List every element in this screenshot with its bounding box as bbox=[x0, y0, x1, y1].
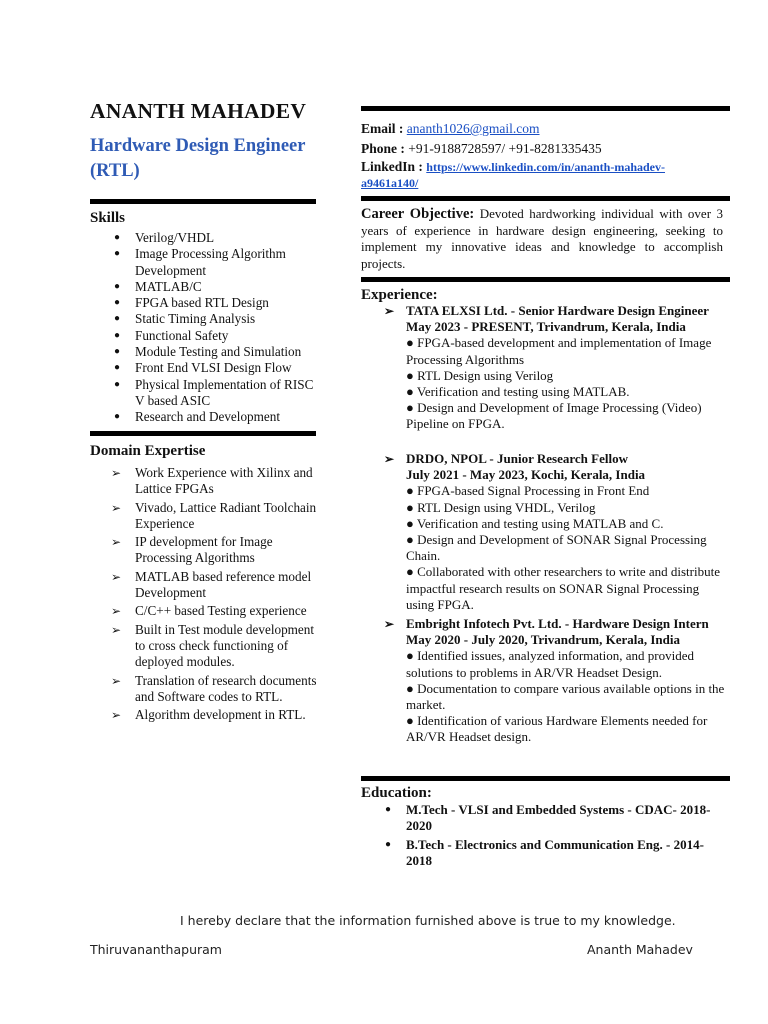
arrow-bullet-icon: ➢ bbox=[384, 617, 395, 631]
signature: Ananth Mahadev bbox=[587, 942, 693, 957]
bullet-icon: ● bbox=[114, 280, 121, 292]
list-item-text: C/C++ based Testing experience bbox=[135, 603, 307, 619]
list-item-text: Module Testing and Simulation bbox=[135, 344, 302, 360]
job-responsibility: ● Verification and testing using MATLAB and C. bbox=[406, 515, 664, 531]
list-item-text: Built in Test module development to cross check functioning of deployed modules. bbox=[135, 621, 315, 670]
place: Thiruvananthapuram bbox=[90, 942, 222, 957]
job-responsibility: ● Design and Development of SONAR Signal Processing Chain. bbox=[406, 532, 707, 564]
list-item-text: Functional Safety bbox=[135, 327, 229, 343]
email-link[interactable]: ananth1026@gmail.com bbox=[406, 121, 540, 136]
list-item bbox=[90, 534, 322, 567]
list-item-text: Research and Development bbox=[135, 409, 281, 425]
list-item bbox=[90, 603, 322, 619]
bullet-icon: ● bbox=[114, 329, 121, 341]
list-item-text: Work Experience with Xilinx and Lattice FPGAs bbox=[135, 465, 313, 497]
list-item bbox=[90, 311, 318, 327]
bullet-icon: ● bbox=[114, 362, 121, 374]
linkedin-link[interactable]: https://www.linkedin.com/in/ananth-mahadev-a9461a140/ bbox=[361, 160, 665, 190]
list-item-text: Verilog/VHDL bbox=[135, 230, 215, 245]
bullet-icon: ● bbox=[114, 346, 121, 358]
list-item-text: IP development for Image Processing Algorithms bbox=[135, 534, 273, 566]
divider bbox=[90, 199, 316, 204]
list-item bbox=[90, 295, 318, 311]
experience-item bbox=[361, 303, 726, 433]
list-item-text: FPGA based RTL Design bbox=[135, 295, 269, 311]
job-title-text: TATA ELXSI Ltd. - Senior Hardware Design Engineer bbox=[406, 303, 709, 318]
email-label: Email : bbox=[361, 121, 404, 136]
list-item-text: Vivado, Lattice Radiant Toolchain Experience bbox=[135, 499, 317, 531]
divider bbox=[361, 776, 730, 781]
list-item bbox=[361, 837, 721, 870]
experience-item bbox=[361, 616, 726, 746]
list-item bbox=[90, 328, 318, 344]
arrow-bullet-icon: ➢ bbox=[111, 569, 122, 584]
list-item bbox=[90, 569, 322, 602]
list-item bbox=[90, 673, 322, 706]
experience-item bbox=[361, 451, 726, 613]
list-item-text: Image Processing Algorithm Development bbox=[135, 246, 286, 278]
job-responsibility: ● Collaborated with other researchers to write and distribute impactful research results on SONAR Signal Processing using FPGA. bbox=[406, 564, 720, 612]
arrow-bullet-icon: ➢ bbox=[384, 304, 395, 318]
job-date-location: May 2020 - July 2020, Trivandrum, Kerala, India bbox=[406, 632, 680, 648]
phone-label: Phone : bbox=[361, 141, 405, 156]
career-objective bbox=[361, 206, 723, 272]
phone-number: +91-9188728597/ +91-8281335435 bbox=[408, 141, 602, 156]
job-title bbox=[361, 451, 726, 467]
list-item-text: Translation of research documents and Software codes to RTL. bbox=[135, 672, 317, 704]
list-item-text: Front End VLSI Design Flow bbox=[135, 360, 292, 376]
list-item-text: MATLAB/C bbox=[135, 278, 202, 294]
divider bbox=[361, 106, 730, 111]
job-responsibility: ● Verification and testing using MATLAB. bbox=[406, 384, 630, 400]
bullet-icon: ● bbox=[114, 248, 121, 260]
arrow-bullet-icon: ➢ bbox=[384, 452, 395, 466]
list-item bbox=[90, 246, 318, 279]
education-list bbox=[361, 802, 721, 871]
bullet-icon: ● bbox=[385, 804, 392, 815]
linkedin-line bbox=[361, 159, 701, 191]
job-title bbox=[361, 616, 726, 632]
education-title: Education: bbox=[361, 785, 432, 801]
job-title bbox=[361, 303, 726, 319]
divider bbox=[361, 277, 730, 282]
domain-expertise-list bbox=[90, 465, 322, 725]
arrow-bullet-icon: ➢ bbox=[111, 604, 122, 619]
arrow-bullet-icon: ➢ bbox=[111, 622, 122, 637]
arrow-bullet-icon: ➢ bbox=[111, 500, 122, 515]
list-item bbox=[90, 344, 318, 360]
skills-list bbox=[90, 230, 318, 426]
bullet-icon: ● bbox=[114, 232, 121, 243]
job-responsibility: ● FPGA-based Signal Processing in Front End bbox=[406, 483, 650, 499]
divider bbox=[90, 431, 316, 436]
declaration: I hereby declare that the information furnished above is true to my knowledge. bbox=[180, 913, 676, 928]
job-responsibility: ● RTL Design using VHDL, Verilog bbox=[406, 499, 596, 515]
arrow-bullet-icon: ➢ bbox=[111, 673, 122, 688]
job-responsibility: ● RTL Design using Verilog bbox=[406, 367, 554, 383]
job-date-location: May 2023 - PRESENT, Trivandrum, Kerala, India bbox=[406, 319, 686, 335]
list-item bbox=[90, 377, 318, 410]
list-item bbox=[361, 802, 721, 835]
bullet-icon: ● bbox=[114, 411, 121, 423]
list-item-text: Physical Implementation of RISC V based ASIC bbox=[135, 376, 314, 408]
experience-title: Experience: bbox=[361, 287, 438, 303]
domain-expertise-title: Domain Expertise bbox=[90, 443, 206, 459]
job-title-text: DRDO, NPOL - Junior Research Fellow bbox=[406, 451, 628, 466]
arrow-bullet-icon: ➢ bbox=[111, 535, 122, 550]
job-responsibility: ● FPGA-based development and implementation of Image Processing Algorithms bbox=[406, 335, 712, 367]
bullet-icon: ● bbox=[114, 297, 121, 309]
phone-line bbox=[361, 141, 602, 157]
arrow-bullet-icon: ➢ bbox=[111, 708, 122, 723]
job-date-location: July 2021 - May 2023, Kochi, Kerala, India bbox=[406, 467, 646, 483]
job-responsibility: ● Design and Development of Image Processing (Video) Pipeline on FPGA. bbox=[406, 400, 702, 432]
list-item bbox=[90, 360, 318, 376]
bullet-icon: ● bbox=[114, 378, 121, 390]
list-item bbox=[90, 279, 318, 295]
list-item bbox=[90, 500, 322, 533]
list-item-text: MATLAB based reference model Development bbox=[135, 568, 312, 601]
list-item bbox=[90, 465, 322, 498]
bullet-icon: ● bbox=[385, 838, 392, 850]
list-item bbox=[90, 409, 318, 425]
skills-title: Skills bbox=[90, 210, 126, 226]
job-responsibility: ● Identification of various Hardware Elements needed for AR/VR Headset design. bbox=[406, 713, 708, 745]
list-item bbox=[90, 707, 322, 723]
job-role: Hardware Design Engineer (RTL) bbox=[90, 136, 306, 181]
list-item bbox=[90, 230, 318, 246]
career-objective-text: Devoted hardworking individual with over 3 years of experience in hardware design engineering, seeking to implement my innovative ideas and knowledge to accomplish projects. bbox=[361, 206, 723, 271]
job-responsibility: ● Identified issues, analyzed information, and provided solutions to problems in AR/VR Headset Design. bbox=[406, 648, 694, 680]
list-item bbox=[90, 622, 322, 671]
bullet-icon: ● bbox=[114, 313, 121, 325]
list-item-text: M.Tech - VLSI and Embedded Systems - CDAC- 2018-2020 bbox=[406, 802, 711, 834]
career-objective-label: Career Objective: bbox=[361, 206, 475, 222]
email-line bbox=[361, 121, 540, 137]
list-item-text: Algorithm development in RTL. bbox=[135, 707, 306, 723]
arrow-bullet-icon: ➢ bbox=[111, 466, 122, 480]
linkedin-label: LinkedIn : bbox=[361, 159, 423, 174]
divider bbox=[361, 196, 730, 201]
list-item-text: B.Tech - Electronics and Communication Eng. - 2014- 2018 bbox=[406, 836, 704, 868]
list-item-text: Static Timing Analysis bbox=[135, 311, 256, 327]
job-responsibility: ● Documentation to compare various available options in the market. bbox=[406, 680, 725, 713]
job-title-text: Embright Infotech Pvt. Ltd. - Hardware Design Intern bbox=[406, 616, 709, 631]
candidate-name: ANANTH MAHADEV bbox=[90, 99, 307, 123]
